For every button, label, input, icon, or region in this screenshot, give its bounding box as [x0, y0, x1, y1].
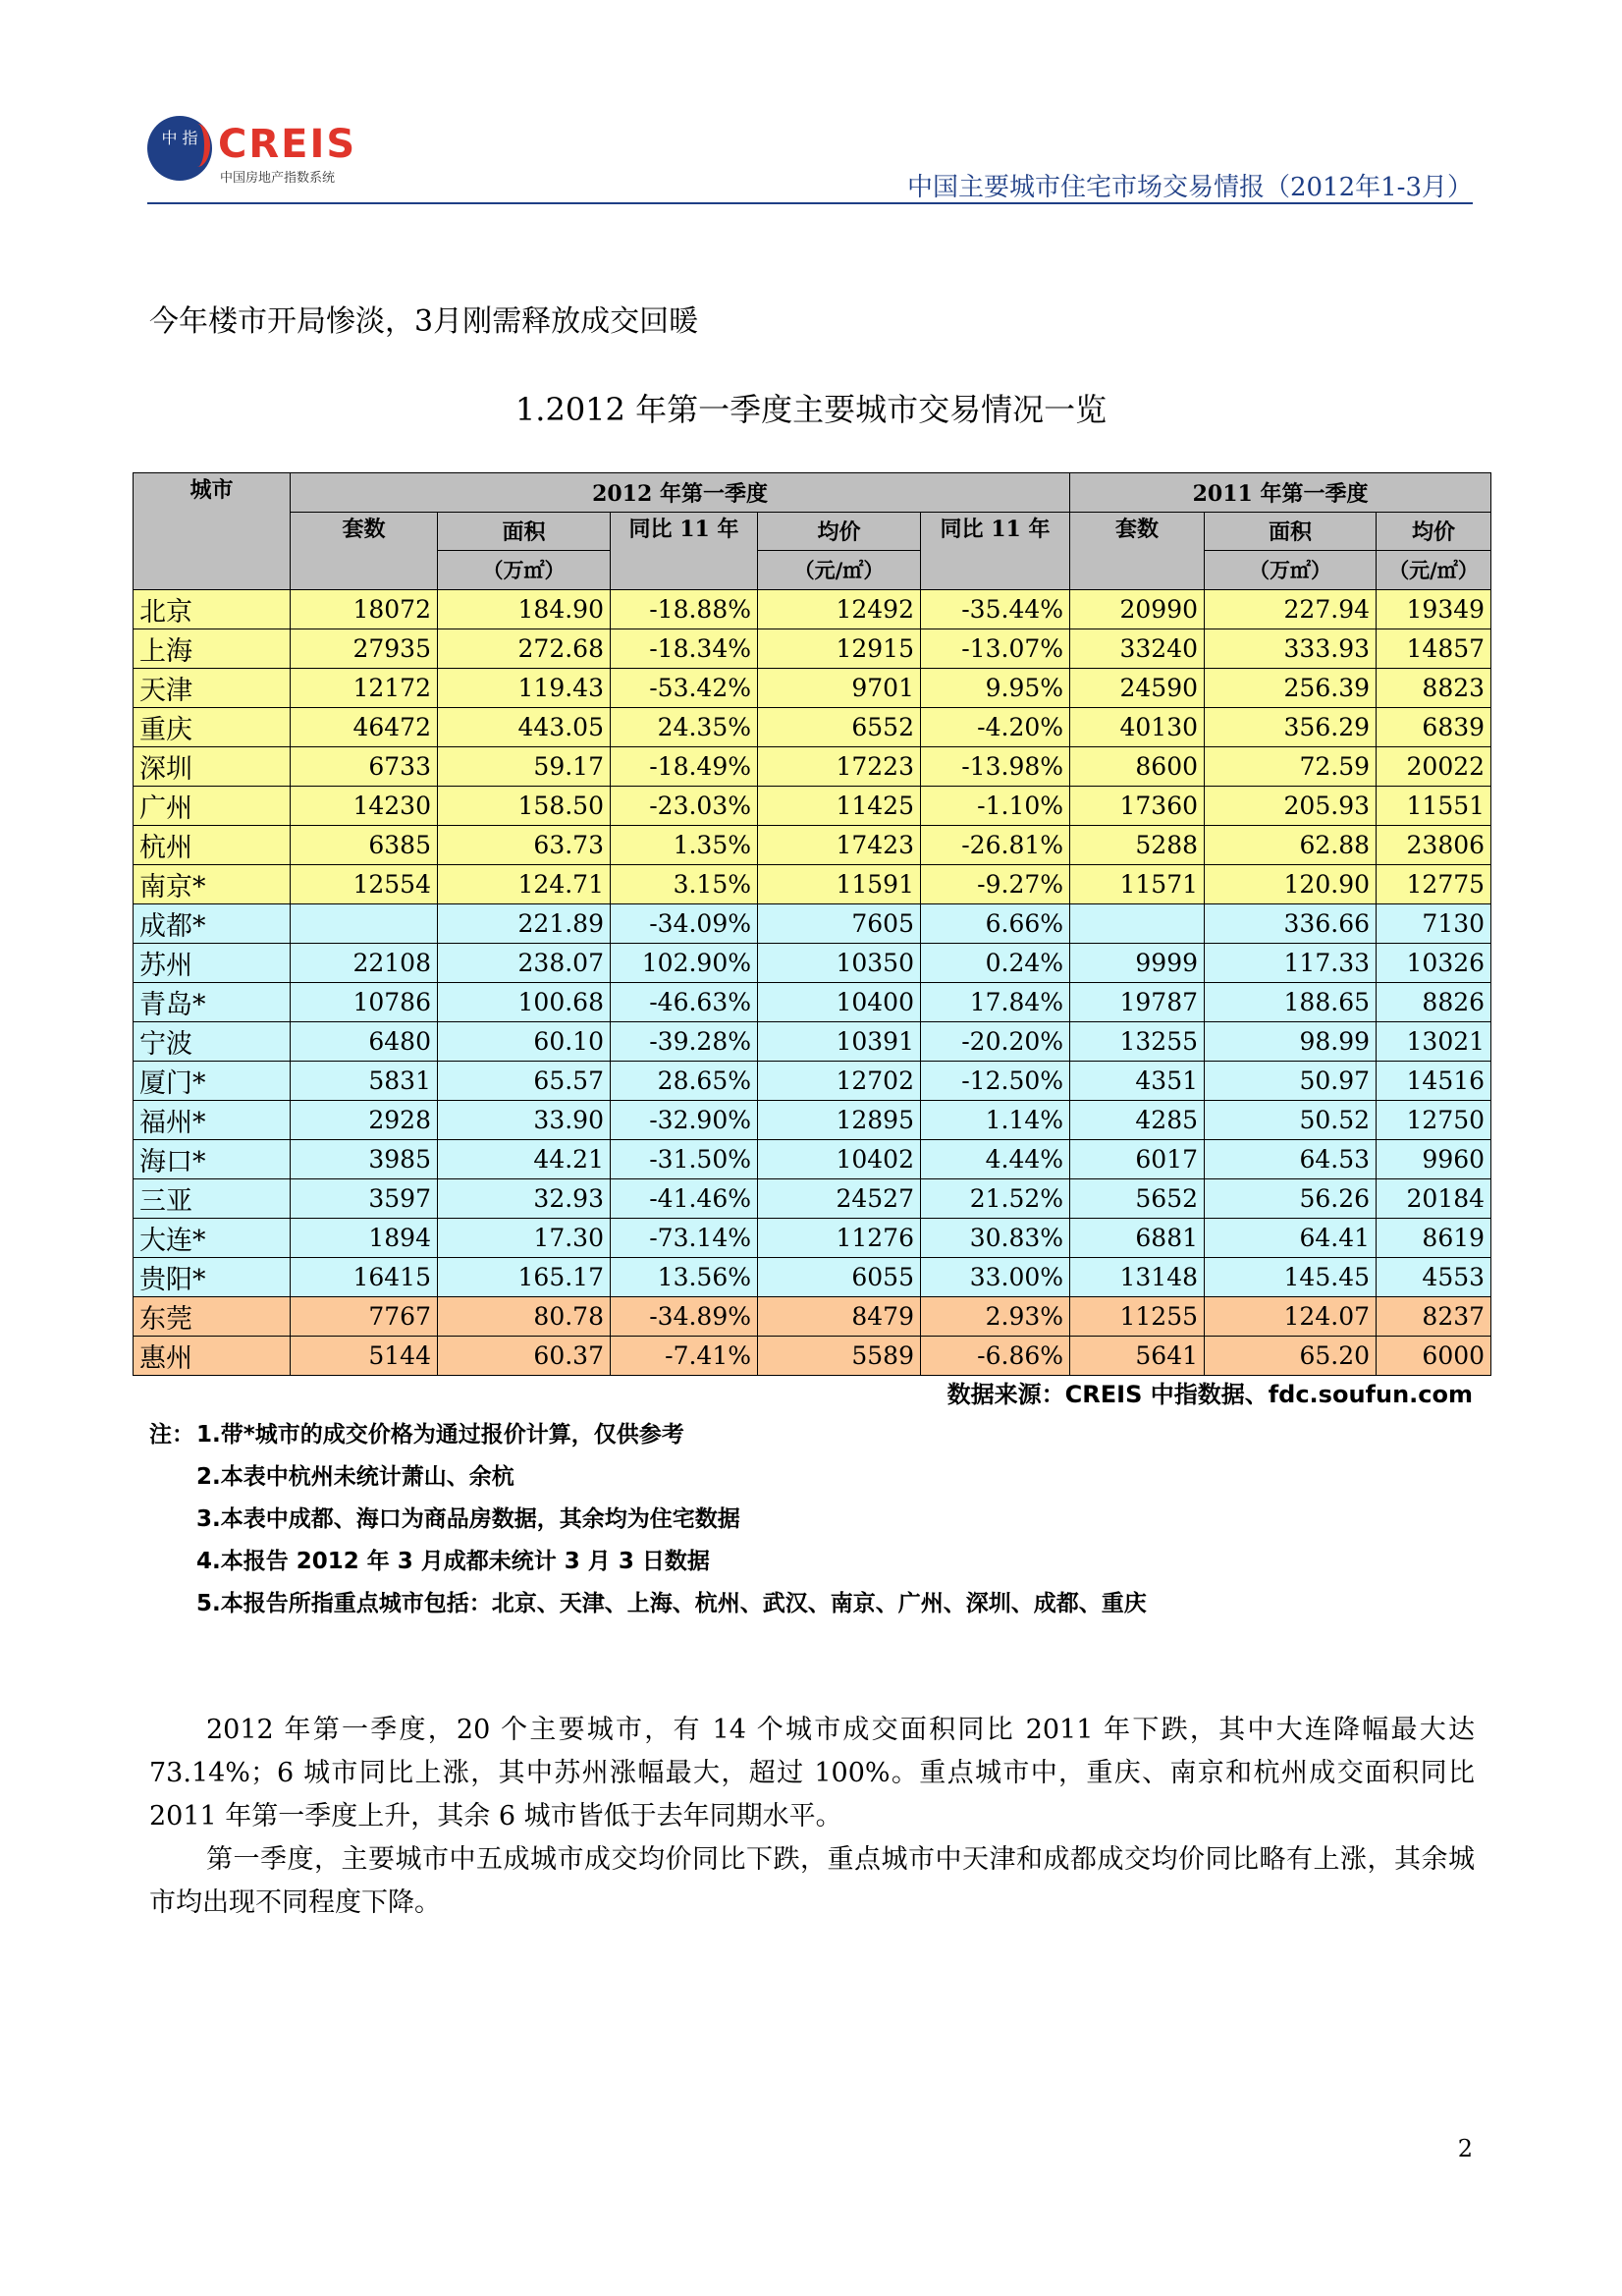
cell-sets11: 33240: [1070, 629, 1205, 668]
cell-sets11: 24590: [1070, 668, 1205, 707]
cell-city: 惠州: [134, 1336, 291, 1375]
cell-yoy-p: 33.00%: [921, 1257, 1070, 1296]
cell-yoy-p: 0.24%: [921, 943, 1070, 982]
page-number: 2: [1457, 2135, 1473, 2162]
unit-price11: （元/㎡）: [1377, 551, 1491, 590]
cell-city: 北京: [134, 589, 291, 629]
col-sets-header: 套数: [291, 512, 438, 589]
cell-area11: 120.90: [1205, 864, 1377, 903]
cell-area11: 65.20: [1205, 1336, 1377, 1375]
cell-area11: 336.66: [1205, 903, 1377, 943]
cell-sets11: 11255: [1070, 1296, 1205, 1336]
cell-area: 44.21: [438, 1139, 611, 1178]
cell-yoy-a: -23.03%: [611, 786, 758, 825]
header-title: 中国主要城市住宅市场交易情报（2012年1-3月）: [906, 173, 1473, 202]
cell-area: 59.17: [438, 746, 611, 786]
note-item: 3.本表中成都、海口为商品房数据，其余均为住宅数据: [196, 1506, 740, 1532]
cell-area11: 205.93: [1205, 786, 1377, 825]
cell-sets: 6733: [291, 746, 438, 786]
cell-sets11: 4285: [1070, 1100, 1205, 1139]
cell-yoy-a: -34.09%: [611, 903, 758, 943]
cell-price: 6055: [758, 1257, 921, 1296]
cell-city: 上海: [134, 629, 291, 668]
cell-price11: 8619: [1377, 1218, 1491, 1257]
cell-sets: 3597: [291, 1178, 438, 1218]
cell-sets: 46472: [291, 707, 438, 746]
cell-price: 12702: [758, 1061, 921, 1100]
table-row: [134, 1139, 1491, 1178]
cell-sets: 12172: [291, 668, 438, 707]
cell-area: 238.07: [438, 943, 611, 982]
cell-city: 厦门*: [134, 1061, 291, 1100]
cell-area: 158.50: [438, 786, 611, 825]
cell-price: 12915: [758, 629, 921, 668]
cell-yoy-p: -35.44%: [921, 589, 1070, 629]
city-transaction-table: [133, 472, 1491, 1376]
cell-sets11: 11571: [1070, 864, 1205, 903]
cell-city: 苏州: [134, 943, 291, 982]
cell-area: 17.30: [438, 1218, 611, 1257]
cell-yoy-a: -41.46%: [611, 1178, 758, 1218]
cell-price11: 4553: [1377, 1257, 1491, 1296]
data-source: 数据来源：CREIS 中指数据、fdc.soufun.com: [946, 1381, 1473, 1408]
cell-sets: 5831: [291, 1061, 438, 1100]
col-price-header: 均价: [758, 512, 921, 551]
cell-sets: 14230: [291, 786, 438, 825]
cell-price: 8479: [758, 1296, 921, 1336]
col-yoy-area-header: 同比 11 年: [611, 512, 758, 589]
cell-price: 12492: [758, 589, 921, 629]
cell-yoy-a: -7.41%: [611, 1336, 758, 1375]
cell-yoy-a: 24.35%: [611, 707, 758, 746]
cell-yoy-p: 17.84%: [921, 982, 1070, 1021]
cell-area11: 117.33: [1205, 943, 1377, 982]
cell-sets11: [1070, 903, 1205, 943]
col-sets11-header: 套数: [1070, 512, 1205, 589]
cell-yoy-a: 102.90%: [611, 943, 758, 982]
cell-price11: 6000: [1377, 1336, 1491, 1375]
cell-price: 10391: [758, 1021, 921, 1061]
cell-yoy-p: 6.66%: [921, 903, 1070, 943]
cell-area: 60.37: [438, 1336, 611, 1375]
cell-area: 184.90: [438, 589, 611, 629]
table-row: [134, 1296, 1491, 1336]
cell-sets11: 17360: [1070, 786, 1205, 825]
unit-area11: （万㎡）: [1205, 551, 1377, 590]
cell-price11: 12775: [1377, 864, 1491, 903]
cell-city: 贵阳*: [134, 1257, 291, 1296]
cell-price: 10400: [758, 982, 921, 1021]
logo-text: CREIS: [218, 122, 357, 167]
cell-city: 广州: [134, 786, 291, 825]
cell-area: 165.17: [438, 1257, 611, 1296]
cell-yoy-a: -39.28%: [611, 1021, 758, 1061]
cell-price: 24527: [758, 1178, 921, 1218]
table-row: [134, 668, 1491, 707]
cell-sets: 1894: [291, 1218, 438, 1257]
cell-area11: 56.26: [1205, 1178, 1377, 1218]
table-row: [134, 1061, 1491, 1100]
cell-area: 60.10: [438, 1021, 611, 1061]
cell-price11: 23806: [1377, 825, 1491, 864]
cell-area: 65.57: [438, 1061, 611, 1100]
cell-city: 天津: [134, 668, 291, 707]
cell-city: 深圳: [134, 746, 291, 786]
cell-area: 221.89: [438, 903, 611, 943]
cell-area11: 50.52: [1205, 1100, 1377, 1139]
cell-price11: 10326: [1377, 943, 1491, 982]
cell-yoy-a: 28.65%: [611, 1061, 758, 1100]
cell-yoy-p: -26.81%: [921, 825, 1070, 864]
table-row: [134, 1336, 1491, 1375]
paragraph: 第一季度，主要城市中五成城市成交均价同比下跌，重点城市中天津和成都成交均价同比略有上涨，其余城市均出现不同程度下降。: [149, 1844, 1475, 1918]
cell-price: 11276: [758, 1218, 921, 1257]
cell-yoy-p: -12.50%: [921, 1061, 1070, 1100]
cell-area11: 50.97: [1205, 1061, 1377, 1100]
paragraph: 2012 年第一季度，20 个主要城市，有 14 个城市成交面积同比 2011 年下跌，其中大连降幅最大达 73.14%；6 城市同比上涨，其中苏州涨幅最大，超过 100%。重点城市中，重庆、南京和杭州成交面积同比 2011 年第一季度上升，其余 6 城市皆低于去年同期水平。: [149, 1715, 1475, 1831]
header-divider: [147, 202, 1473, 204]
cell-city: 福州*: [134, 1100, 291, 1139]
cell-city: 成都*: [134, 903, 291, 943]
cell-price11: 20022: [1377, 746, 1491, 786]
cell-yoy-p: -20.20%: [921, 1021, 1070, 1061]
cell-sets: 3985: [291, 1139, 438, 1178]
cell-area: 119.43: [438, 668, 611, 707]
table-row: [134, 903, 1491, 943]
cell-sets11: 20990: [1070, 589, 1205, 629]
cell-yoy-p: -6.86%: [921, 1336, 1070, 1375]
cell-area: 124.71: [438, 864, 611, 903]
cell-area11: 64.41: [1205, 1218, 1377, 1257]
cell-price11: 8823: [1377, 668, 1491, 707]
cell-sets11: 6881: [1070, 1218, 1205, 1257]
table-row: [134, 982, 1491, 1021]
cell-sets11: 4351: [1070, 1061, 1205, 1100]
cell-sets: 2928: [291, 1100, 438, 1139]
table-row: [134, 864, 1491, 903]
cell-yoy-a: -73.14%: [611, 1218, 758, 1257]
cell-area11: 256.39: [1205, 668, 1377, 707]
cell-sets11: 5641: [1070, 1336, 1205, 1375]
cell-area: 63.73: [438, 825, 611, 864]
cell-sets11: 9999: [1070, 943, 1205, 982]
cell-price11: 8826: [1377, 982, 1491, 1021]
cell-city: 青岛*: [134, 982, 291, 1021]
cell-yoy-p: -9.27%: [921, 864, 1070, 903]
cell-area: 32.93: [438, 1178, 611, 1218]
col-area-header: 面积: [438, 512, 611, 551]
table-body: [134, 589, 1491, 1375]
cell-city: 南京*: [134, 864, 291, 903]
cell-city: 东莞: [134, 1296, 291, 1336]
cell-yoy-a: -32.90%: [611, 1100, 758, 1139]
body-text: [149, 1709, 1475, 1925]
cell-yoy-a: -18.49%: [611, 746, 758, 786]
cell-yoy-p: -1.10%: [921, 786, 1070, 825]
cell-price11: 9960: [1377, 1139, 1491, 1178]
col-price11-header: 均价: [1377, 512, 1491, 551]
cell-sets: 10786: [291, 982, 438, 1021]
cell-sets11: 8600: [1070, 746, 1205, 786]
cell-yoy-p: 2.93%: [921, 1296, 1070, 1336]
table-row: [134, 943, 1491, 982]
cell-area11: 227.94: [1205, 589, 1377, 629]
cell-price11: 7130: [1377, 903, 1491, 943]
cell-city: 杭州: [134, 825, 291, 864]
cell-area: 33.90: [438, 1100, 611, 1139]
cell-area11: 62.88: [1205, 825, 1377, 864]
cell-yoy-a: -18.88%: [611, 589, 758, 629]
cell-sets11: 13255: [1070, 1021, 1205, 1061]
group-2012-header: 2012 年第一季度: [291, 473, 1070, 513]
cell-city: 大连*: [134, 1218, 291, 1257]
cell-price11: 14516: [1377, 1061, 1491, 1100]
cell-price11: 11551: [1377, 786, 1491, 825]
cell-sets: 18072: [291, 589, 438, 629]
cell-price: 5589: [758, 1336, 921, 1375]
cell-price11: 12750: [1377, 1100, 1491, 1139]
logo-subtitle: 中国房地产指数系统: [220, 171, 336, 186]
cell-yoy-a: -53.42%: [611, 668, 758, 707]
cell-area: 100.68: [438, 982, 611, 1021]
cell-yoy-p: -13.98%: [921, 746, 1070, 786]
cell-yoy-p: 21.52%: [921, 1178, 1070, 1218]
cell-yoy-a: -34.89%: [611, 1296, 758, 1336]
cell-area: 80.78: [438, 1296, 611, 1336]
cell-city: 三亚: [134, 1178, 291, 1218]
section-subtitle: 今年楼市开局惨淡，3月刚需释放成交回暖: [149, 304, 699, 339]
table-row: [134, 1218, 1491, 1257]
cell-yoy-a: 13.56%: [611, 1257, 758, 1296]
cell-sets: 27935: [291, 629, 438, 668]
cell-yoy-a: 1.35%: [611, 825, 758, 864]
cell-area11: 145.45: [1205, 1257, 1377, 1296]
cell-city: 宁波: [134, 1021, 291, 1061]
cell-sets: 5144: [291, 1336, 438, 1375]
cell-sets: 22108: [291, 943, 438, 982]
cell-yoy-p: 1.14%: [921, 1100, 1070, 1139]
unit-area: （万㎡）: [438, 551, 611, 590]
cell-area11: 356.29: [1205, 707, 1377, 746]
cell-area11: 124.07: [1205, 1296, 1377, 1336]
cell-sets: 6480: [291, 1021, 438, 1061]
cell-price11: 20184: [1377, 1178, 1491, 1218]
cell-yoy-a: -31.50%: [611, 1139, 758, 1178]
cell-yoy-p: 4.44%: [921, 1139, 1070, 1178]
table-row: [134, 825, 1491, 864]
table-row: [134, 1257, 1491, 1296]
cell-sets11: 40130: [1070, 707, 1205, 746]
note-item: 1.带*城市的成交价格为通过报价计算，仅供参考: [196, 1422, 684, 1448]
cell-area11: 64.53: [1205, 1139, 1377, 1178]
cell-yoy-p: -4.20%: [921, 707, 1070, 746]
cell-area11: 188.65: [1205, 982, 1377, 1021]
table-row: [134, 629, 1491, 668]
cell-price: 17423: [758, 825, 921, 864]
notes-label: 注：: [149, 1422, 194, 1448]
table-row: [134, 707, 1491, 746]
cell-price: 10402: [758, 1139, 921, 1178]
unit-price: （元/㎡）: [758, 551, 921, 590]
cell-price11: 8237: [1377, 1296, 1491, 1336]
logo-emblem-icon: 中 指: [147, 116, 212, 181]
cell-yoy-p: 9.95%: [921, 668, 1070, 707]
cell-price11: 6839: [1377, 707, 1491, 746]
col-yoy-price-header: 同比 11 年: [921, 512, 1070, 589]
table-row: [134, 1021, 1491, 1061]
creis-logo: [147, 116, 383, 194]
cell-sets: 6385: [291, 825, 438, 864]
table-row: [134, 1100, 1491, 1139]
cell-price: 11591: [758, 864, 921, 903]
cell-sets: [291, 903, 438, 943]
table-row: [134, 746, 1491, 786]
cell-city: 海口*: [134, 1139, 291, 1178]
cell-area11: 98.99: [1205, 1021, 1377, 1061]
cell-price: 10350: [758, 943, 921, 982]
cell-price: 6552: [758, 707, 921, 746]
cell-price11: 19349: [1377, 589, 1491, 629]
cell-area: 272.68: [438, 629, 611, 668]
note-item: 4.本报告 2012 年 3 月成都未统计 3 月 3 日数据: [196, 1549, 710, 1574]
cell-sets11: 6017: [1070, 1139, 1205, 1178]
cell-price11: 14857: [1377, 629, 1491, 668]
table-row: [134, 786, 1491, 825]
cell-area: 443.05: [438, 707, 611, 746]
page-header: [147, 116, 1473, 209]
cell-sets11: 5288: [1070, 825, 1205, 864]
table-row: [134, 1178, 1491, 1218]
cell-price11: 13021: [1377, 1021, 1491, 1061]
note-item: 5.本报告所指重点城市包括：北京、天津、上海、杭州、武汉、南京、广州、深圳、成都、重庆: [196, 1591, 1147, 1616]
cell-yoy-a: -18.34%: [611, 629, 758, 668]
notes-block: [149, 1414, 1147, 1625]
cell-sets11: 5652: [1070, 1178, 1205, 1218]
cell-sets11: 13148: [1070, 1257, 1205, 1296]
cell-price: 9701: [758, 668, 921, 707]
table-title: 1.2012 年第一季度主要城市交易情况一览: [514, 391, 1108, 428]
col-area11-header: 面积: [1205, 512, 1377, 551]
cell-area11: 333.93: [1205, 629, 1377, 668]
cell-sets11: 19787: [1070, 982, 1205, 1021]
cell-yoy-a: 3.15%: [611, 864, 758, 903]
cell-price: 11425: [758, 786, 921, 825]
table-row: [134, 589, 1491, 629]
cell-sets: 16415: [291, 1257, 438, 1296]
cell-yoy-a: -46.63%: [611, 982, 758, 1021]
cell-sets: 12554: [291, 864, 438, 903]
cell-yoy-p: -13.07%: [921, 629, 1070, 668]
cell-price: 7605: [758, 903, 921, 943]
note-item: 2.本表中杭州未统计萧山、余杭: [196, 1464, 514, 1490]
cell-price: 12895: [758, 1100, 921, 1139]
cell-city: 重庆: [134, 707, 291, 746]
group-2011-header: 2011 年第一季度: [1070, 473, 1491, 513]
cell-sets: 7767: [291, 1296, 438, 1336]
cell-area11: 72.59: [1205, 746, 1377, 786]
col-city-header: 城市: [134, 473, 291, 590]
cell-price: 17223: [758, 746, 921, 786]
cell-yoy-p: 30.83%: [921, 1218, 1070, 1257]
